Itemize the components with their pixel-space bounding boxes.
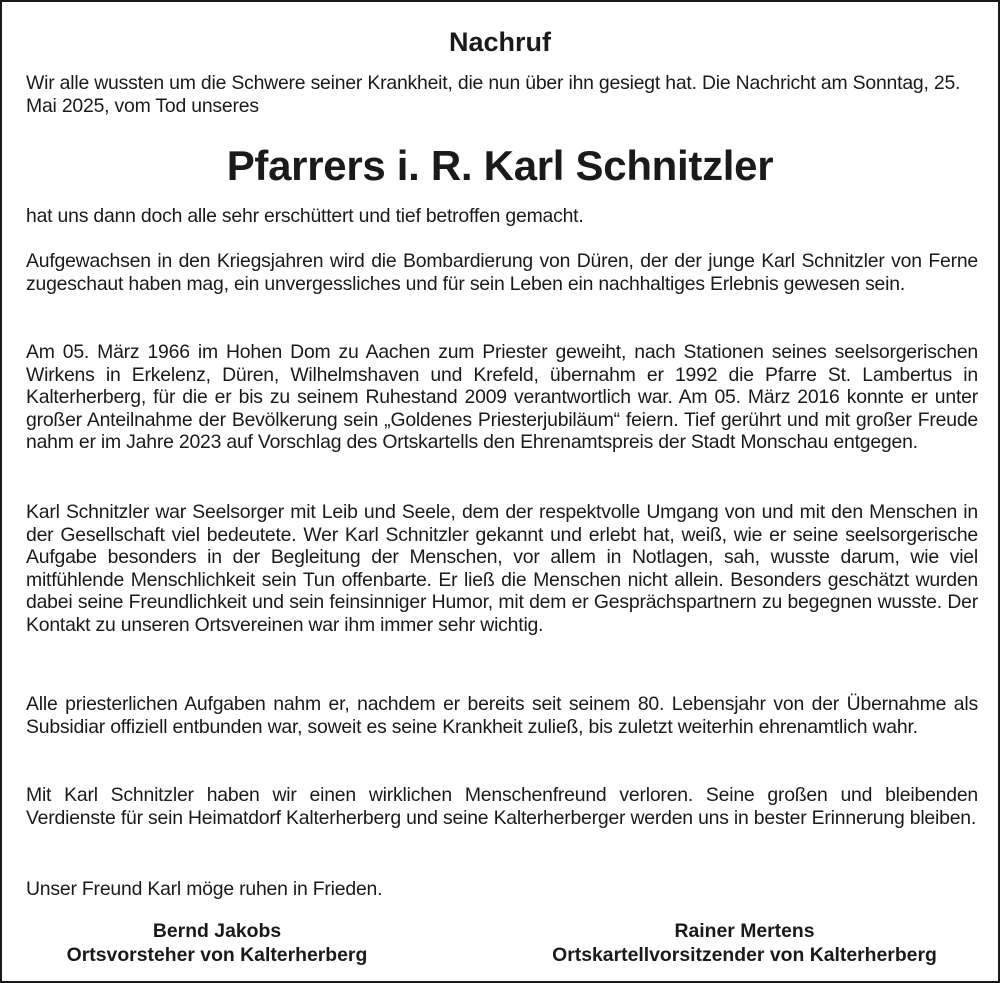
- intro-paragraph: Wir alle wussten um die Schwere seiner Krankheit, die nun über ihn gesiegt hat. Die Nachricht am Sonntag, 25. Mai 2025, vom Tod unseres: [26, 72, 961, 117]
- signatory-name: Rainer Mertens: [674, 920, 815, 942]
- paragraph-tribute: Mit Karl Schnitzler haben wir einen wirklichen Menschenfreund verloren. Seine großen und bleibenden Verdienste für sein Heimatdorf Kalterherberg und seine Kalterherberger werden uns in bester Erinnerung bleiben.: [26, 784, 978, 829]
- notice-heading: Nachruf: [448, 27, 551, 57]
- signatory-right: [522, 919, 967, 967]
- deceased-name: Pfarrers i. R. Karl Schnitzler: [226, 142, 774, 189]
- paragraph-childhood: Aufgewachsen in den Kriegsjahren wird die Bombardierung von Düren, der der junge Karl Schnitzler von Ferne zugeschaut haben mag, ein unvergessliches und für sein Leben ein nachhaltiges Erlebnis gewesen sein.: [26, 250, 978, 295]
- after-name-paragraph: hat uns dann doch alle sehr erschüttert und tief betroffen gemacht.: [26, 205, 584, 227]
- signatory-name: Bernd Jakobs: [152, 920, 282, 942]
- paragraph-retirement: Alle priesterlichen Aufgaben nahm er, nachdem er bereits seit seinem 80. Lebensjahr von der Übernahme als Subsidiar offiziell entbunden war, soweit es seine Krankheit zuließ, bis zuletzt weiterhin ehrenamtlich wahr.: [26, 693, 978, 738]
- closing-line: Unser Freund Karl möge ruhen in Frieden.: [26, 878, 383, 900]
- signatory-title: Ortsvorsteher von Kalterherberg: [66, 944, 368, 966]
- paragraph-career: Am 05. März 1966 im Hohen Dom zu Aachen zum Priester geweiht, nach Stationen seines seelsorgerischen Wirkens in Erkelenz, Düren, Wilhelmshaven und Krefeld, übernahm er 1992 die Pfarre St. Lambertus in Kalterherberg, für die er bis zu seinem Ruhestand 2009 verantwortlich war. Am 05. März 2016 konnte er unter großer Anteilnahme der Bevölkerung sein „Goldenes Priesterjubiläum“ feiern. Tief gerührt und mit großer Freude nahm er im Jahre 2023 auf Vorschlag des Ortskartells den Ehrenamtspreis der Stadt Monschau entgegen.: [26, 341, 978, 454]
- signatory-title: Ortskartellvorsitzender von Kalterherberg: [552, 944, 937, 966]
- paragraph-pastoral-care: Karl Schnitzler war Seelsorger mit Leib und Seele, dem der respektvolle Umgang von und mit den Menschen in der Gesellschaft viel bedeutete. Wer Karl Schnitzler gekannt und erlebt hat, weiß, wie er seine seelsorgerische Aufgabe besonders in der Begleitung der Menschen, vor allem in Notlagen, sah, wusste darum, wie viel mitfühlende Menschlichkeit sein Tun offenbarte. Er ließ die Menschen nicht allein. Besonders geschätzt wurden dabei seine Freundlichkeit und sein feinsinniger Humor, mit dem er Gesprächspartnern zu begegnen wusste. Der Kontakt zu unseren Ortsvereinen war ihm immer sehr wichtig.: [26, 501, 978, 636]
- signatory-left: [42, 919, 392, 967]
